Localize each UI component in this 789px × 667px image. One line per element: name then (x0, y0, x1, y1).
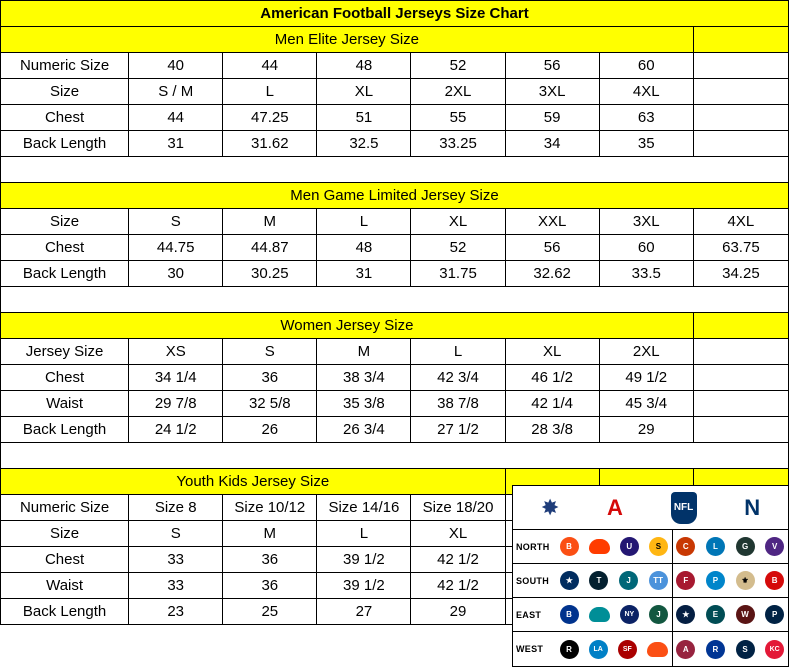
browns-logo (589, 539, 610, 554)
row-label: Waist (1, 573, 129, 599)
table-cell: 35 3/8 (317, 391, 411, 417)
table-cell: 34.25 (693, 261, 788, 287)
table-cell: 34 1/4 (129, 365, 223, 391)
table-cell: 60 (599, 235, 693, 261)
row-label: Chest (1, 235, 129, 261)
division-row-north (513, 530, 788, 564)
table-row (1, 365, 789, 391)
table-cell: 38 7/8 (411, 391, 505, 417)
table-cell: S (129, 521, 223, 547)
division-row-west (513, 632, 788, 666)
row-label: Jersey Size (1, 339, 129, 365)
row-label: Size (1, 79, 129, 105)
section-heading-youth-kids: Youth Kids Jersey Size (1, 469, 506, 495)
table-cell: 33.5 (599, 261, 693, 287)
commanders-logo: W (736, 605, 755, 624)
table-row (1, 417, 789, 443)
division-row-south (513, 564, 788, 598)
table-cell: 34 (505, 131, 599, 157)
patriots-logo: P (765, 605, 784, 624)
table-cell: 27 1/2 (411, 417, 505, 443)
row-label: Back Length (1, 417, 129, 443)
table-cell: 30 (129, 261, 223, 287)
saints-logo: ⚜ (736, 571, 755, 590)
row-label: Chest (1, 365, 129, 391)
chart-title-row (1, 1, 789, 27)
row-label: Back Length (1, 131, 129, 157)
division-label: NORTH (516, 541, 550, 552)
table-cell: M (223, 521, 317, 547)
division-label: WEST (516, 644, 544, 654)
table-cell: 29 (411, 599, 505, 625)
lions-logo: L (706, 537, 725, 556)
row-label: Back Length (1, 599, 129, 625)
section-heading-men-elite: Men Elite Jersey Size (1, 27, 694, 53)
table-cell: 42 1/4 (505, 391, 599, 417)
cowboys-logo: ★ (676, 605, 695, 624)
table-row (1, 105, 789, 131)
table-cell: L (317, 209, 411, 235)
table-cell: 30.25 (223, 261, 317, 287)
table-cell: 40 (129, 53, 223, 79)
table-cell: 33 (129, 547, 223, 573)
table-cell: 36 (223, 573, 317, 599)
nfl-shield-logo: NFL (671, 492, 697, 524)
table-cell: XL (411, 521, 505, 547)
table-cell: 2XL (411, 79, 505, 105)
table-cell: S / M (129, 79, 223, 105)
table-cell: 59 (505, 105, 599, 131)
afc-team-group (556, 571, 672, 590)
afc-logo: A (606, 494, 623, 520)
eagles-logo: E (706, 605, 725, 624)
table-cell: 32.62 (505, 261, 599, 287)
table-cell: 46 1/2 (505, 365, 599, 391)
table-cell: 36 (223, 547, 317, 573)
table-cell: XL (317, 79, 411, 105)
packers-logo: G (736, 537, 755, 556)
raiders-logo: R (560, 640, 579, 659)
page-title: American Football Jerseys Size Chart (1, 1, 789, 27)
table-cell: Size 8 (129, 495, 223, 521)
table-cell: 45 3/4 (599, 391, 693, 417)
filler-cell (693, 313, 788, 339)
table-cell: 32.5 (317, 131, 411, 157)
row-label: Size (1, 521, 129, 547)
nfc-logo: N (744, 494, 761, 520)
table-cell: 55 (411, 105, 505, 131)
conference-logo-row (513, 486, 788, 530)
filler-cell (693, 131, 788, 157)
table-cell: 63 (599, 105, 693, 131)
row-label: Back Length (1, 261, 129, 287)
filler-cell (693, 79, 788, 105)
table-cell: 44 (129, 105, 223, 131)
table-row (1, 339, 789, 365)
dolphins-logo (589, 607, 610, 622)
afc-team-group (556, 605, 672, 624)
table-cell: S (223, 339, 317, 365)
table-cell: S (129, 209, 223, 235)
table-cell: 48 (317, 53, 411, 79)
table-cell: 42 1/2 (411, 573, 505, 599)
table-cell: 38 3/4 (317, 365, 411, 391)
ravens-logo: U (620, 537, 639, 556)
section-heading-row (1, 27, 789, 53)
table-cell: 31 (317, 261, 411, 287)
table-cell: 24 1/2 (129, 417, 223, 443)
section-heading-row (1, 183, 789, 209)
table-cell: 42 1/2 (411, 547, 505, 573)
table-cell: 63.75 (693, 235, 788, 261)
section-spacer (1, 443, 789, 469)
table-cell: Size 14/16 (317, 495, 411, 521)
nfl-team-logos-panel (512, 485, 789, 667)
broncos-logo (647, 642, 668, 657)
afc-team-group (556, 640, 672, 659)
section-heading-row (1, 313, 789, 339)
panthers-logo: P (706, 571, 725, 590)
table-cell: Size 10/12 (223, 495, 317, 521)
table-cell: 39 1/2 (317, 573, 411, 599)
table-row (1, 209, 789, 235)
filler-cell (693, 339, 788, 365)
49ers-logo: SF (618, 640, 637, 659)
bills-logo: B (560, 605, 579, 624)
table-cell: 35 (599, 131, 693, 157)
division-label: EAST (516, 609, 542, 620)
table-cell: L (411, 339, 505, 365)
table-row (1, 391, 789, 417)
nfc-team-group (673, 605, 789, 624)
chargers-logo: LA (589, 640, 608, 659)
table-cell: 44.75 (129, 235, 223, 261)
row-label: Chest (1, 547, 129, 573)
table-cell: 47.25 (223, 105, 317, 131)
filler-cell (693, 53, 788, 79)
nfc-team-group (673, 571, 789, 590)
table-cell: 33.25 (411, 131, 505, 157)
table-cell: 31 (129, 131, 223, 157)
section-spacer (1, 287, 789, 313)
jaguars-logo: J (619, 571, 638, 590)
vikings-logo: V (765, 537, 784, 556)
bears-logo: C (676, 537, 695, 556)
table-cell: 36 (223, 365, 317, 391)
table-cell: 4XL (599, 79, 693, 105)
table-cell: XL (505, 339, 599, 365)
table-cell: 32 5/8 (223, 391, 317, 417)
table-cell: 29 (599, 417, 693, 443)
table-cell: 51 (317, 105, 411, 131)
jets-logo: J (649, 605, 668, 624)
row-label: Waist (1, 391, 129, 417)
steelers-logo: S (649, 537, 668, 556)
nfc-team-group (673, 640, 789, 659)
table-cell: XL (411, 209, 505, 235)
cardinals-logo: A (676, 640, 695, 659)
nfc-team-group (673, 537, 789, 556)
table-cell: 31.75 (411, 261, 505, 287)
table-cell: 56 (505, 235, 599, 261)
filler-cell (693, 391, 788, 417)
falcons-logo: F (676, 571, 695, 590)
colts-logo: ★ (560, 571, 579, 590)
table-cell: 27 (317, 599, 411, 625)
table-row (1, 53, 789, 79)
table-cell: 29 7/8 (129, 391, 223, 417)
table-cell: L (223, 79, 317, 105)
bengals-logo: B (560, 537, 579, 556)
texans-logo: T (589, 571, 608, 590)
table-cell: M (317, 339, 411, 365)
section-spacer (1, 157, 789, 183)
row-label: Size (1, 209, 129, 235)
table-cell: 2XL (599, 339, 693, 365)
table-cell: 42 3/4 (411, 365, 505, 391)
table-cell: M (223, 209, 317, 235)
table-cell: 49 1/2 (599, 365, 693, 391)
table-cell: XXL (505, 209, 599, 235)
table-cell: 56 (505, 53, 599, 79)
table-cell: 48 (317, 235, 411, 261)
table-cell: 28 3/8 (505, 417, 599, 443)
section-heading-men-game-limited: Men Game Limited Jersey Size (1, 183, 789, 209)
table-cell: 23 (129, 599, 223, 625)
seahawks-logo: S (736, 640, 755, 659)
table-cell: L (317, 521, 411, 547)
table-cell: 60 (599, 53, 693, 79)
table-cell: Size 18/20 (411, 495, 505, 521)
afc-team-group (556, 537, 672, 556)
table-cell: 33 (129, 573, 223, 599)
filler-cell (693, 365, 788, 391)
row-label: Numeric Size (1, 53, 129, 79)
table-row (1, 235, 789, 261)
table-row (1, 79, 789, 105)
buccaneers-logo: B (765, 571, 784, 590)
table-row (1, 261, 789, 287)
giants-logo: NY (620, 605, 639, 624)
table-cell: 44.87 (223, 235, 317, 261)
pro-bowl-logo: ✸ (540, 494, 560, 520)
table-cell: 39 1/2 (317, 547, 411, 573)
table-cell: 31.62 (223, 131, 317, 157)
division-row-east (513, 598, 788, 632)
table-cell: 44 (223, 53, 317, 79)
table-cell: 52 (411, 53, 505, 79)
table-cell: 3XL (599, 209, 693, 235)
row-label: Numeric Size (1, 495, 129, 521)
table-cell: XS (129, 339, 223, 365)
table-cell: 25 (223, 599, 317, 625)
table-cell: 3XL (505, 79, 599, 105)
row-label: Chest (1, 105, 129, 131)
table-cell: 52 (411, 235, 505, 261)
section-heading-women: Women Jersey Size (1, 313, 694, 339)
titans-logo: TT (649, 571, 668, 590)
filler-cell (693, 417, 788, 443)
table-cell: 26 3/4 (317, 417, 411, 443)
division-label: SOUTH (516, 575, 549, 586)
rams-logo: R (706, 640, 725, 659)
filler-cell (693, 105, 788, 131)
table-cell: 26 (223, 417, 317, 443)
chiefs-logo: KC (765, 640, 784, 659)
table-row (1, 131, 789, 157)
table-cell: 4XL (693, 209, 788, 235)
filler-cell (693, 27, 788, 53)
